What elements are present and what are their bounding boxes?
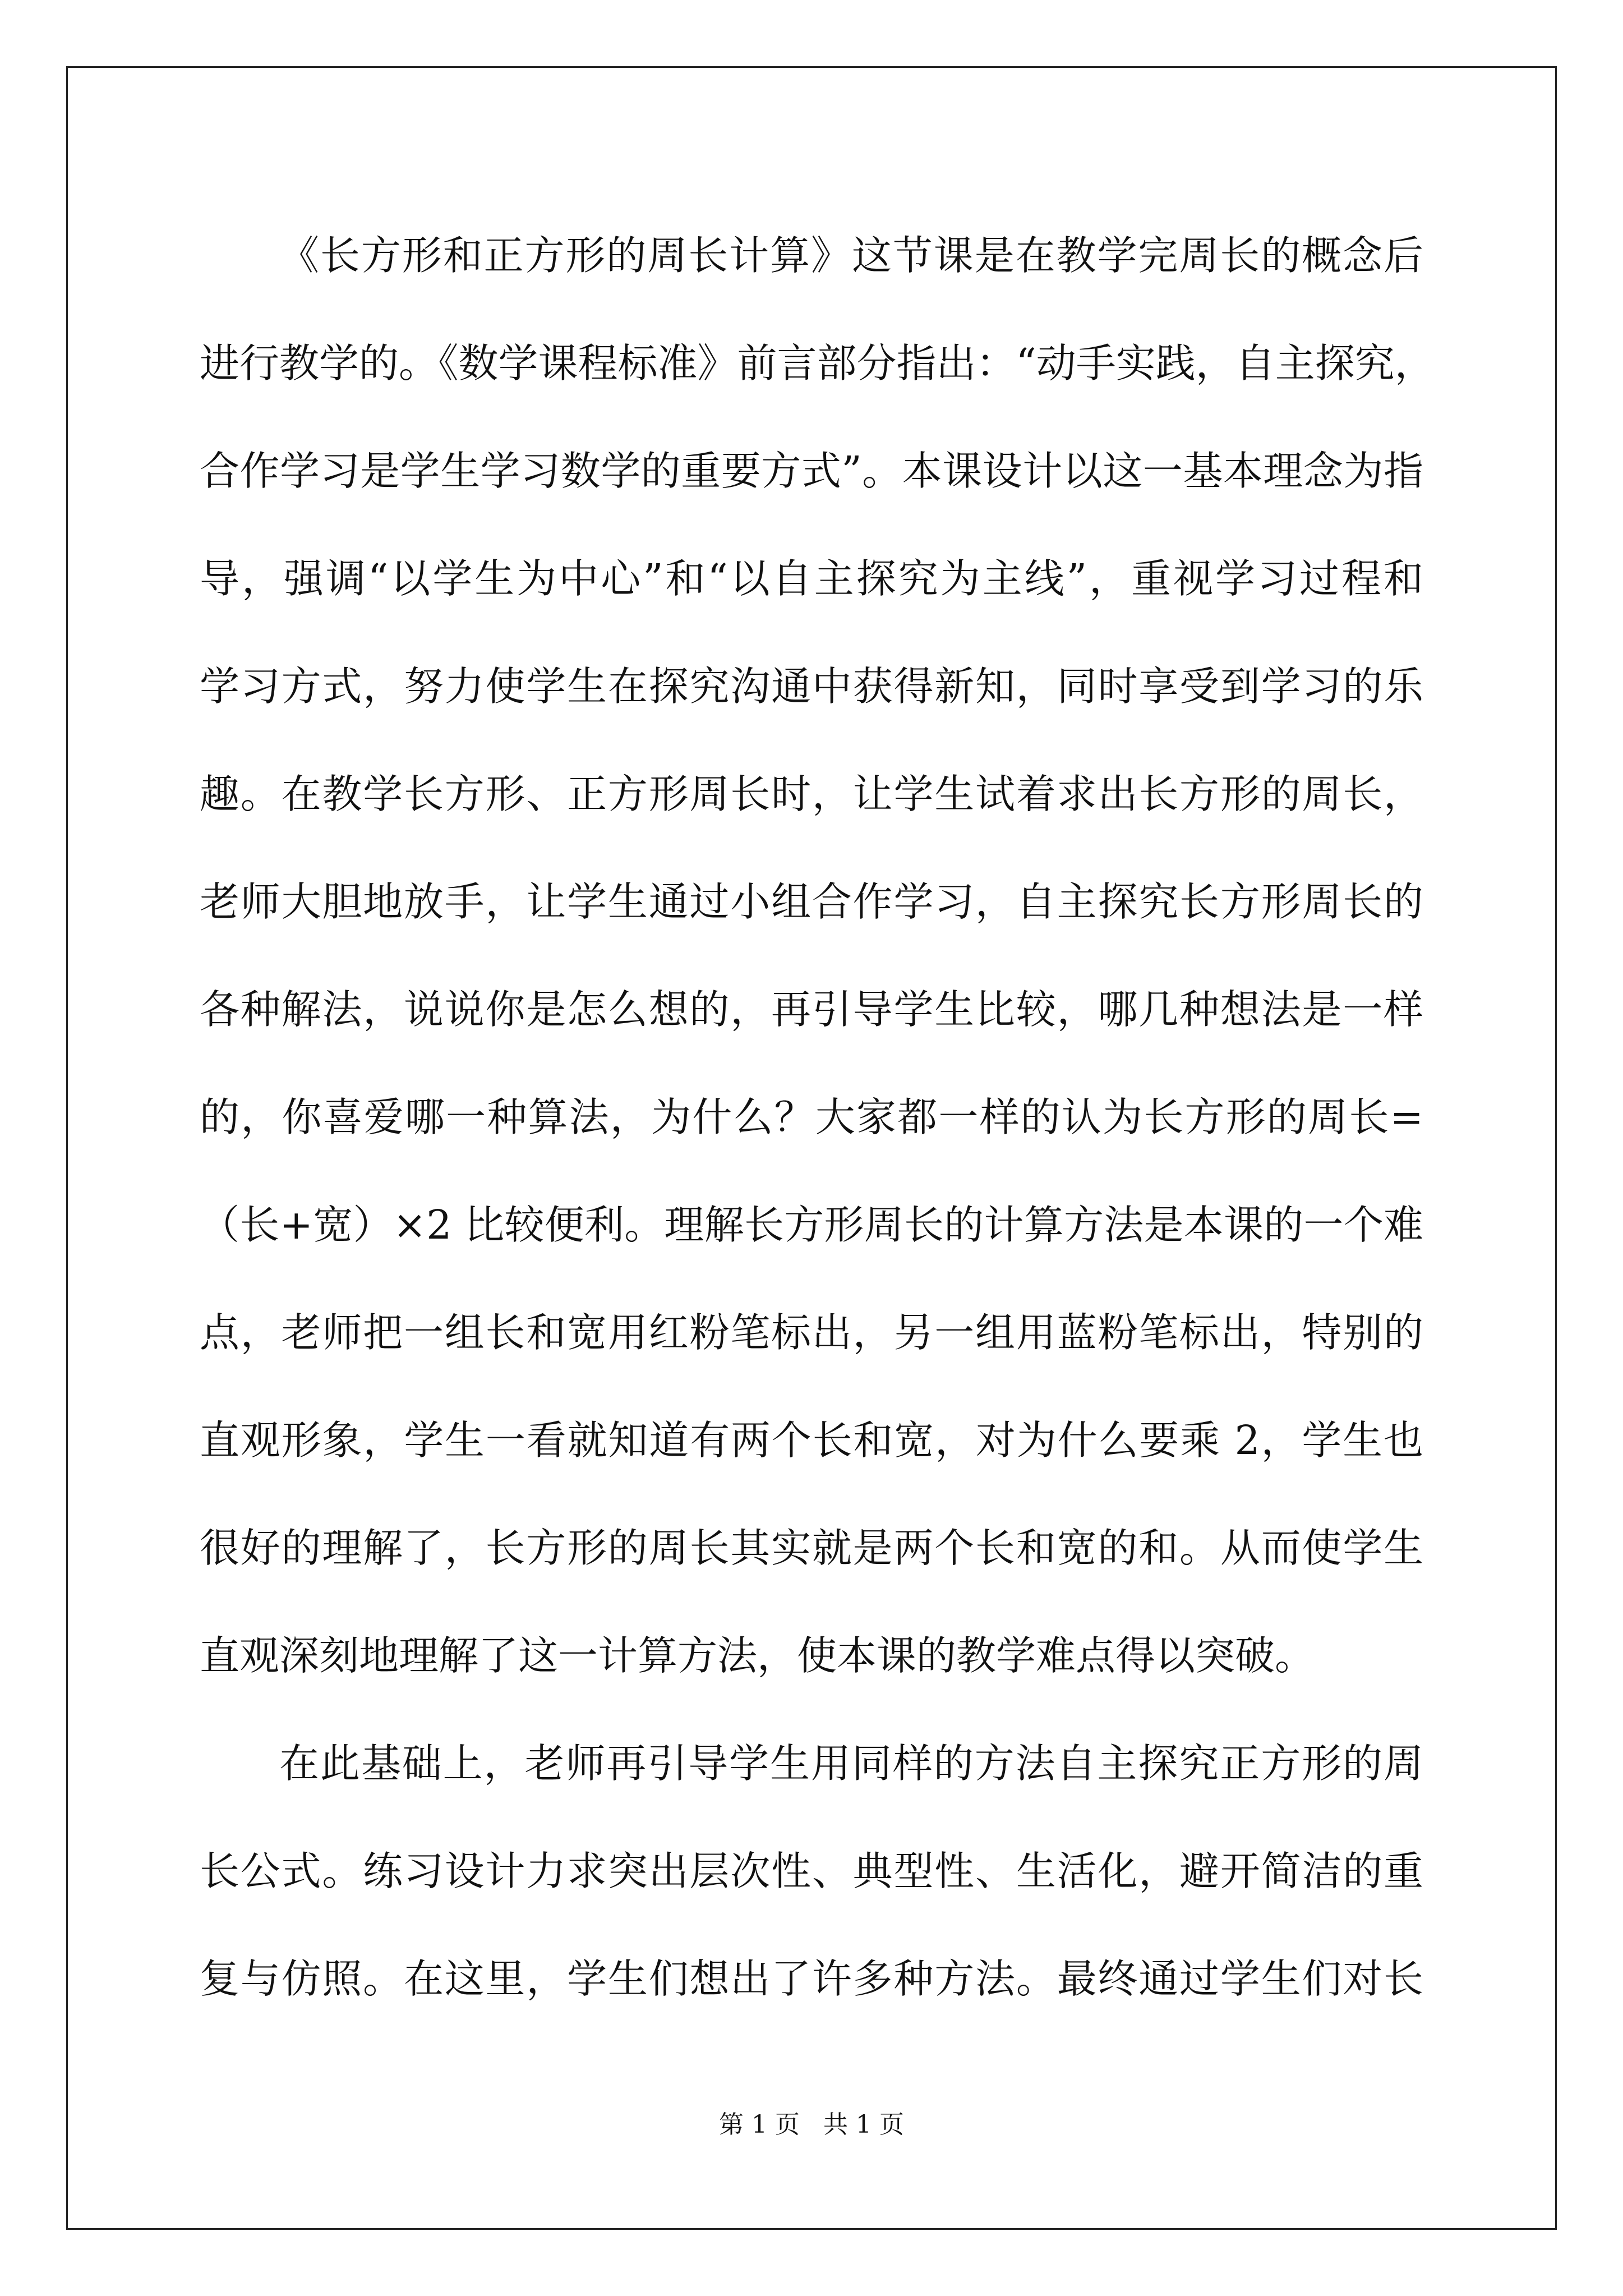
text-line: 直观形象，学生一看就知道有两个长和宽，对为什么要乘 2，学生也: [200, 1417, 1423, 1464]
page-total: 共 1 页: [823, 2110, 904, 2139]
text-line: 趣。在教学长方形、正方形周长时，让学生试着求出长方形的周长，: [200, 771, 1423, 817]
text-line: 在此基础上，老师再引导学生用同样的方法自主探究正方形的周: [279, 1740, 1423, 1787]
text-line: 长公式。练习设计力求突出层次性、典型性、生活化，避开简洁的重: [200, 1848, 1423, 1894]
text-line: 合作学习是学生学习数学的重要方式”。本课设计以这一基本理念为指: [200, 448, 1423, 494]
text-line: 点，老师把一组长和宽用红粉笔标出，另一组用蓝粉笔标出，特别的: [200, 1309, 1423, 1356]
text-line: 很好的理解了，长方形的周长其实就是两个长和宽的和。从而使学生: [200, 1525, 1423, 1571]
text-line: 直观深刻地理解了这一计算方法，使本课的教学难点得以突破。: [200, 1632, 1315, 1679]
text-line: 导，强调“以学生为中心”和“以自主探究为主线”，重视学习过程和: [200, 555, 1423, 602]
text-line: 的，你喜爱哪一种算法，为什么？大家都一样的认为长方形的周长=: [200, 1094, 1423, 1140]
paragraph-1: [200, 202, 1435, 1710]
text-line: 复与仿照。在这里，学生们想出了许多种方法。最终通过学生们对长: [200, 1955, 1423, 2002]
page-footer: [0, 2108, 1623, 2142]
text-line: 各种解法，说说你是怎么想的，再引导学生比较，哪几种想法是一样: [200, 986, 1423, 1033]
paragraph-2: [200, 1710, 1423, 2033]
page-number: 第 1 页: [719, 2110, 800, 2139]
text-line: （长+宽）×2 比较便利。理解长方形周长的计算方法是本课的一个难: [200, 1202, 1423, 1248]
text-line: 《长方形和正方形的周长计算》这节课是在教学完周长的概念后: [279, 232, 1423, 279]
text-line: 进行教学的。《数学课程标准》前言部分指出：“动手实践，自主探究，: [200, 340, 1435, 386]
document-body: [200, 202, 1435, 2033]
text-line: 老师大胆地放手，让学生通过小组合作学习，自主探究长方形周长的: [200, 878, 1423, 925]
text-line: 学习方式，努力使学生在探究沟通中获得新知，同时享受到学习的乐: [200, 663, 1423, 710]
